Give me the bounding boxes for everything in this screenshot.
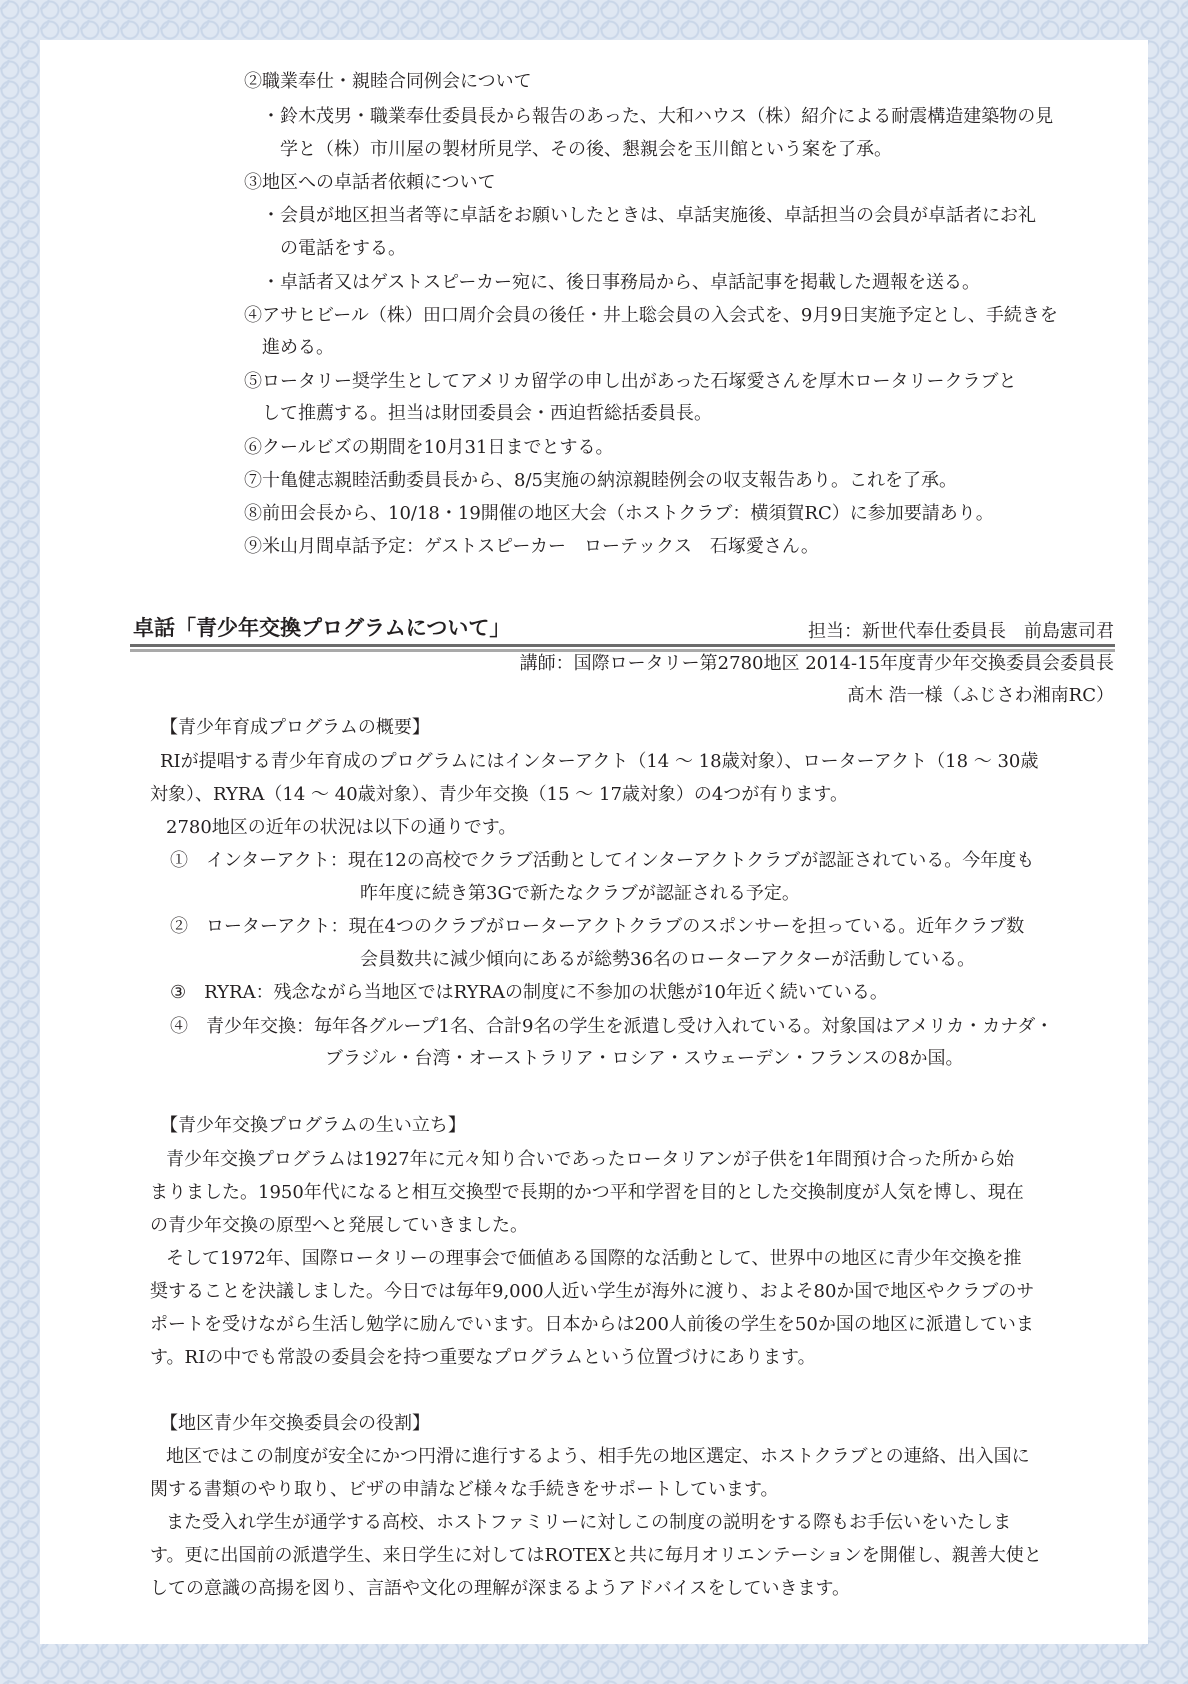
item-4-cont: 進める。 — [262, 337, 334, 358]
item-3-bullet-1-cont: の電話をする。 — [280, 238, 406, 259]
origin-p2-l2: 奨することを決議しました。今日では毎年9,000人近い学生が海外に渡り、およそ80か国で地区やクラブのサ — [150, 1281, 1035, 1302]
item-2-bullet-1: ・鈴木茂男・職業奉仕委員長から報告のあった、大和ハウス（株）紹介による耐震構造建築物の見 — [262, 106, 1054, 127]
origin-p2-l3: ポートを受けながら生活し勉学に励んでいます。日本からは200人前後の学生を50か国の地区に派遣していま — [150, 1314, 1034, 1335]
origin-p1-l3: の青少年交換の原型へと発展していきました。 — [150, 1215, 528, 1236]
item-6: ⑥クールビズの期間を10月31日までとする。 — [244, 437, 614, 458]
talk-title: 卓話「青少年交換プログラムについて」 — [133, 616, 511, 640]
item-3-bullet-2: ・卓話者又はゲストスピーカー宛に、後日事務局から、卓話記事を掲載した週報を送る。 — [262, 272, 981, 293]
origin-heading: 【青少年交換プログラムの生い立ち】 — [160, 1115, 466, 1136]
talk-speaker-name: 髙木 浩一様（ふじさわ湘南RC） — [846, 685, 1114, 706]
role-p2: また受入れ学生が通学する高校、ホストファミリーに対しこの制度の説明をする際もお手伝いをいたしま — [166, 1512, 1012, 1533]
item-5-cont: して推薦する。担当は財団委員会・西迫哲総括委員長。 — [262, 403, 712, 424]
origin-p2: そして1972年、国際ロータリーの理事会で価値ある国際的な活動として、世界中の地区に青少年交換を推 — [166, 1248, 1022, 1269]
overview-p1-cont: 対象）、RYRA（14 ～ 40歳対象）、青少年交換（15 ～ 17歳対象）の4つが有ります。 — [150, 784, 848, 805]
item-5: ⑤ロータリー奨学生としてアメリカ留学の申し出があった石塚愛さんを厚木ロータリークラブと — [244, 371, 1017, 392]
role-p2-l2: す。更に出国前の派遣学生、来日学生に対してはROTEXと共に毎月オリエンテーションを開催し、親善大使と — [150, 1545, 1042, 1566]
page — [40, 40, 1148, 1644]
overview-item-2-cont: 会員数共に減少傾向にあるが総勢36名のローターアクターが活動している。 — [360, 949, 976, 970]
heading-rule — [130, 644, 1115, 652]
item-2-title: ②職業奉仕・親睦合同例会について — [244, 71, 532, 92]
overview-heading: 【青少年育成プログラムの概要】 — [160, 717, 430, 738]
origin-p1-l2: まりました。1950年代になると相互交換型で長期的かつ平和学習を目的とした交換制度が人気を博し、現在 — [150, 1182, 1024, 1203]
item-7: ⑦十亀健志親睦活動委員長から、8/5実施の納涼親睦例会の収支報告あり。これを了承。 — [244, 470, 957, 491]
overview-item-4-cont: ブラジル・台湾・オーストラリア・ロシア・スウェーデン・フランスの8か国。 — [325, 1048, 964, 1069]
overview-item-1-cont: 昨年度に続き第3Gで新たなクラブが認証される予定。 — [360, 883, 800, 904]
origin-p2-l4: す。RIの中でも常設の委員会を持つ重要なプログラムという位置づけにあります。 — [150, 1347, 816, 1368]
role-p1-l2: 関する書類のやり取り、ビザの申請など様々な手続きをサポートしています。 — [150, 1479, 779, 1500]
item-3-bullet-1: ・会員が地区担当者等に卓話をお願いしたときは、卓話実施後、卓話担当の会員が卓話者にお礼 — [262, 205, 1036, 226]
role-p2-l3: しての意識の高揚を図り、言語や文化の理解が深まるようアドバイスをしていきます。 — [150, 1578, 851, 1599]
item-4: ④アサヒビール（株）田口周介会員の後任・井上聡会員の入会式を、9月9日実施予定とし、手続きを — [244, 305, 1058, 326]
overview-p2: 2780地区の近年の状況は以下の通りです。 — [166, 817, 517, 838]
overview-p1: RIが提唱する青少年育成のプログラムにはインターアクト（14 ～ 18歳対象）、ローターアクト（18 ～ 30歳 — [160, 751, 1039, 772]
item-3-title: ③地区への卓話者依頼について — [244, 172, 496, 193]
overview-item-3: ③ RYRA：残念ながら当地区ではRYRAの制度に不参加の状態が10年近く続いている。 — [170, 982, 888, 1003]
item-9: ⑨米山月間卓話予定：ゲストスピーカー ローテックス 石塚愛さん。 — [244, 536, 819, 557]
talk-host: 担当：新世代奉仕委員長 前島憲司君 — [808, 621, 1114, 642]
item-8: ⑧前田会長から、10/18・19開催の地区大会（ホストクラブ：横須賀RC）に参加要請あり。 — [244, 503, 994, 524]
talk-speaker: 講師：国際ロータリー第2780地区 2014-15年度青少年交換委員会委員長 — [519, 653, 1114, 674]
role-heading: 【地区青少年交換委員会の役割】 — [160, 1413, 430, 1434]
overview-item-1: ① インターアクト：現在12の高校でクラブ活動としてインターアクトクラブが認証されている。今年度も — [170, 850, 1035, 871]
item-2-bullet-1-cont: 学と（株）市川屋の製材所見学、その後、懇親会を玉川館という案を了承。 — [280, 139, 892, 160]
role-p1: 地区ではこの制度が安全にかつ円滑に進行するよう、相手先の地区選定、ホストクラブとの連絡、出入国に — [166, 1446, 1030, 1467]
overview-item-2: ② ローターアクト：現在4つのクラブがローターアクトクラブのスポンサーを担っている。近年クラブ数 — [170, 916, 1025, 937]
origin-p1: 青少年交換プログラムは1927年に元々知り合いであったロータリアンが子供を1年間預け合った所から始 — [166, 1149, 1015, 1170]
overview-item-4: ④ 青少年交換：毎年各グループ1名、合計9名の学生を派遣し受け入れている。対象国はアメリカ・カナダ・ — [170, 1016, 1054, 1037]
